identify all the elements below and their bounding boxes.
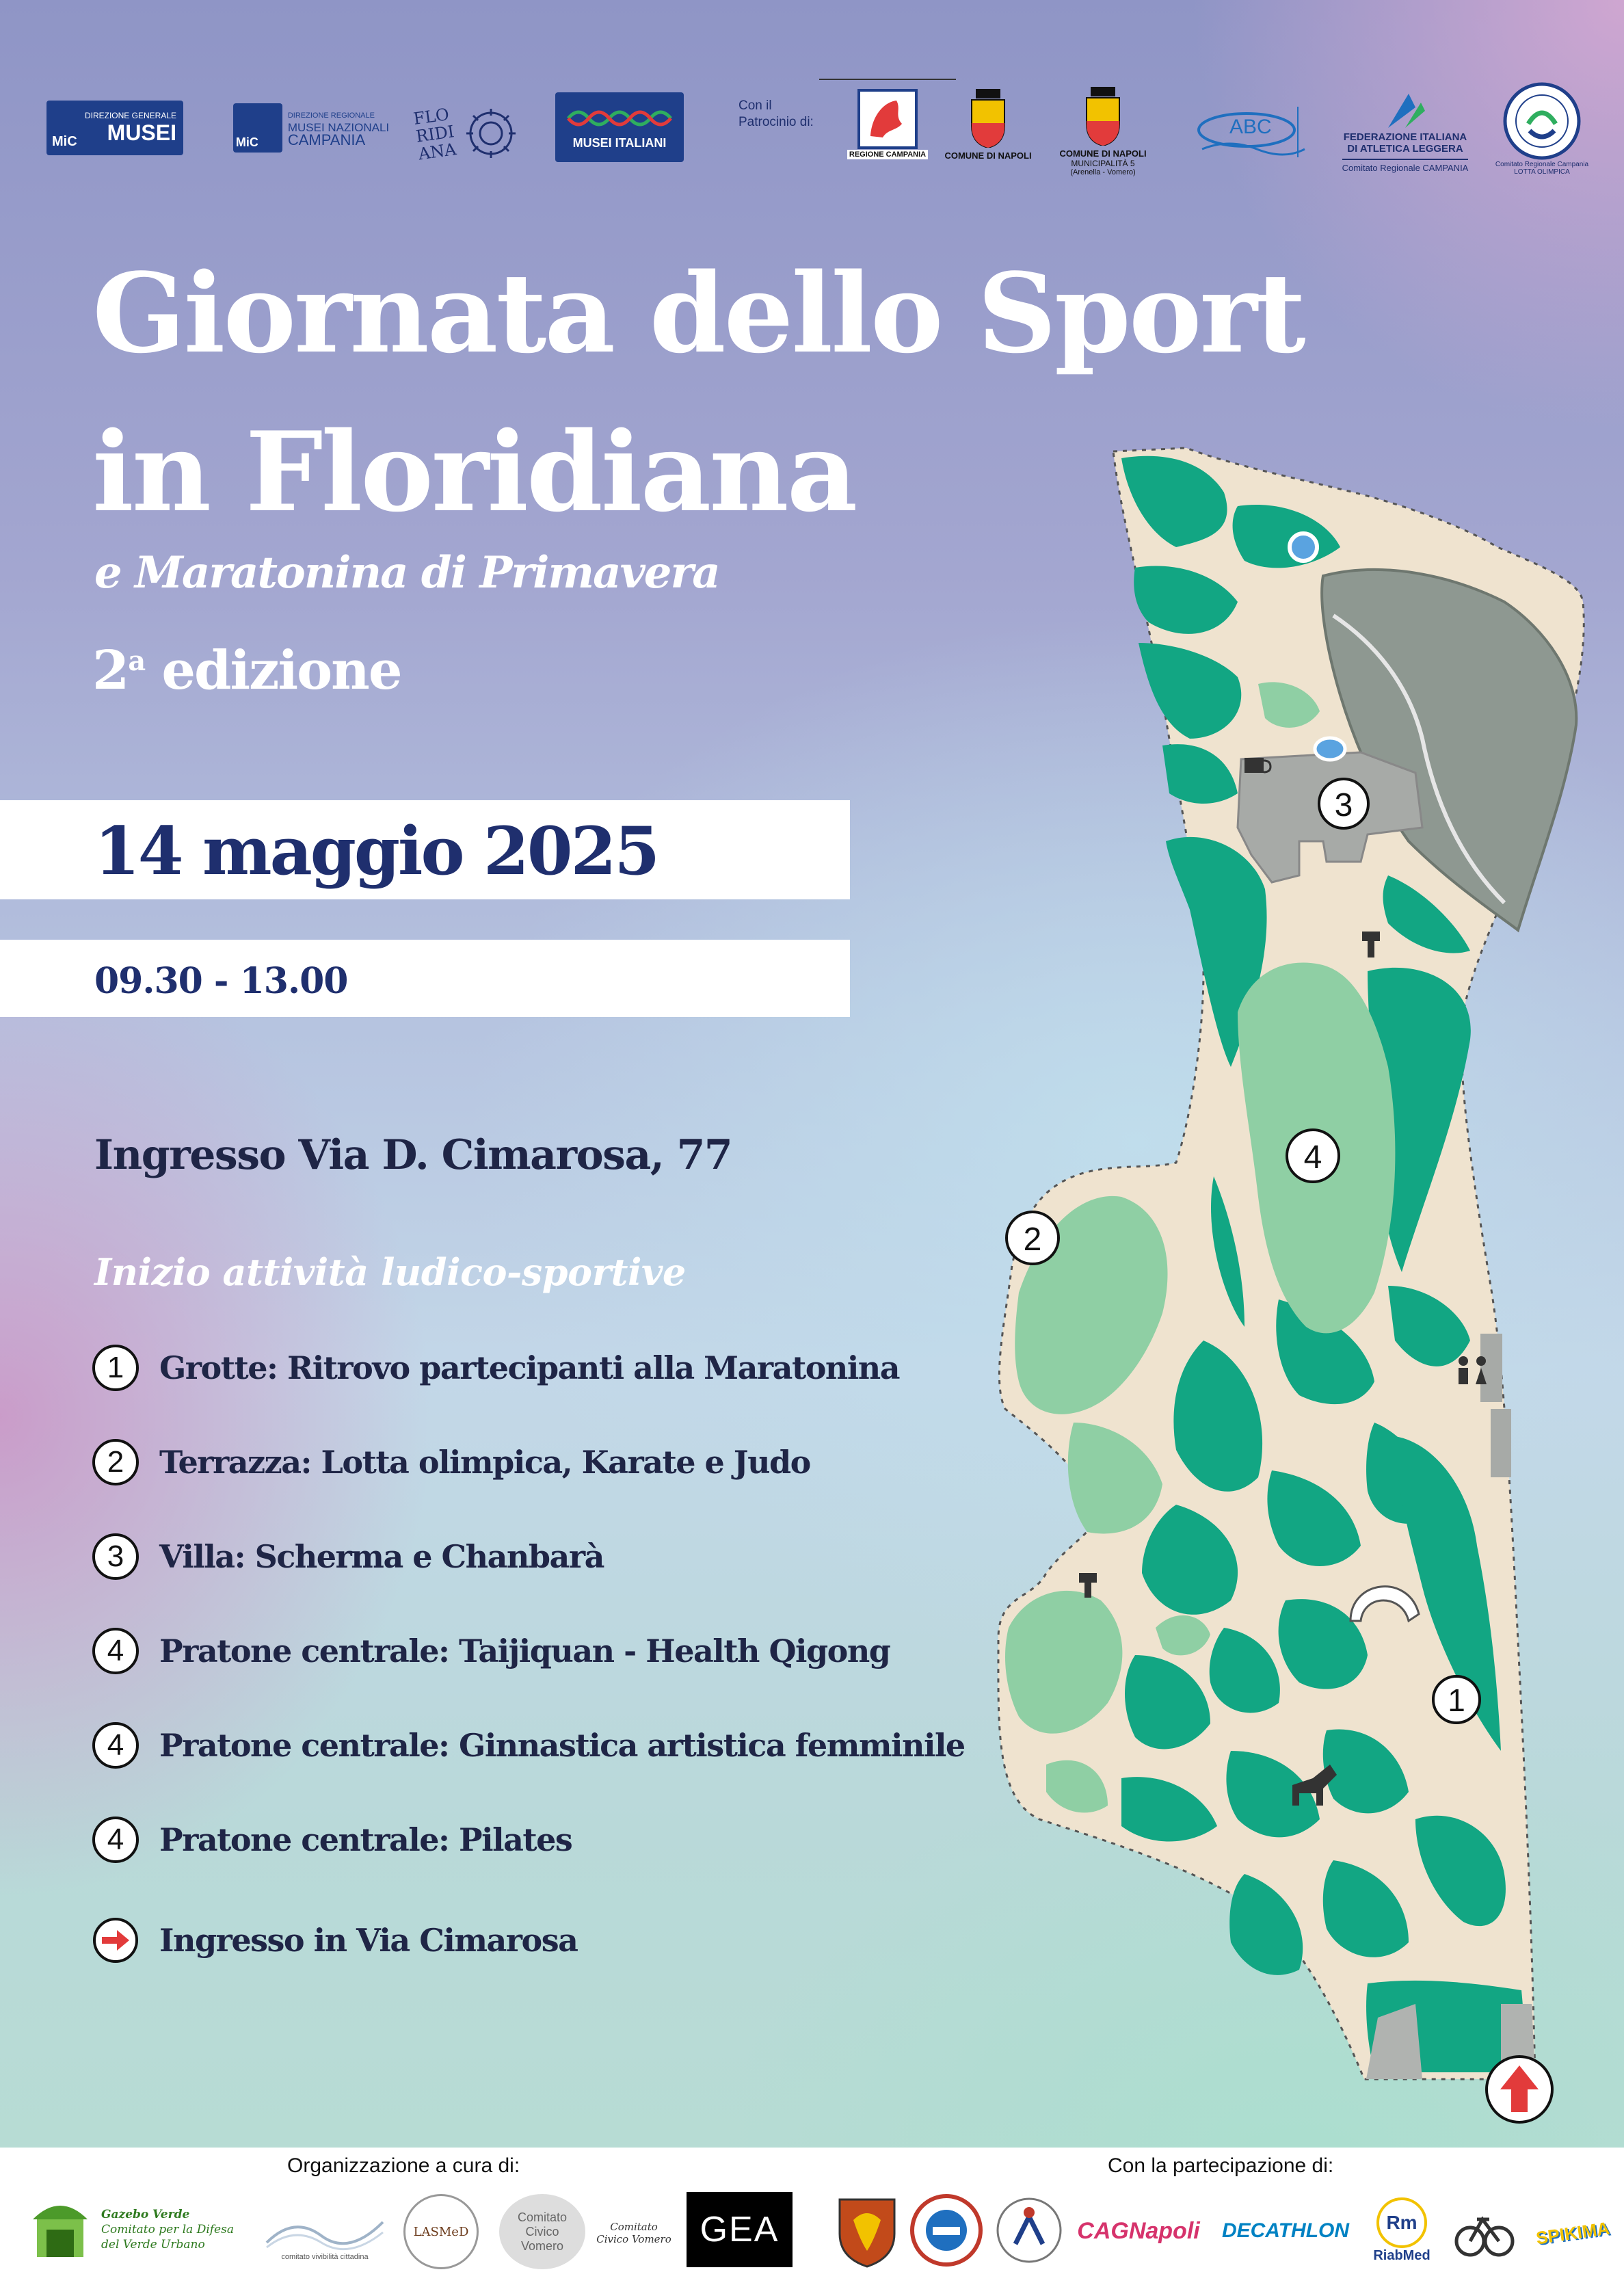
activity-item bbox=[92, 1628, 890, 1674]
club-badge-logo bbox=[906, 2190, 987, 2271]
activity-text: Grotte: Ritrovo partecipanti alla Maratonina bbox=[159, 1349, 900, 1386]
patrocinio-label: Con il Patrocinio di: bbox=[738, 98, 814, 129]
fidal-logo: FEDERAZIONE ITALIANA DI ATLETICA LEGGERA Comitato Regionale CAMPANIA bbox=[1337, 80, 1474, 183]
regione-campania-emblem-icon bbox=[857, 88, 918, 150]
park-map bbox=[985, 431, 1600, 2134]
activity-text: Pratone centrale: Pilates bbox=[159, 1821, 572, 1858]
edition-word: edizione bbox=[161, 639, 401, 702]
header-logos bbox=[0, 65, 1624, 202]
comitato-civico-vomero-text: Comitato Civico Vomero bbox=[596, 2221, 671, 2245]
map-marker-4 bbox=[1287, 1130, 1339, 1182]
map-marker-3 bbox=[1319, 779, 1368, 828]
edition-number: 2 bbox=[92, 639, 129, 702]
bicycle-emblem-icon bbox=[1450, 2199, 1518, 2267]
activity-item bbox=[92, 1533, 604, 1580]
dragon-shield-logo bbox=[834, 2190, 900, 2271]
riabmed-logo: Rm RiabMed bbox=[1368, 2190, 1436, 2271]
fidal-emblem-icon bbox=[1381, 90, 1429, 131]
fijlkam-emblem-icon bbox=[1502, 81, 1582, 161]
activity-item bbox=[92, 1722, 965, 1769]
spikima-logo: SPIKIMA bbox=[1534, 2217, 1611, 2248]
activity-text: Ingresso in Via Cimarosa bbox=[159, 1922, 578, 1959]
edition bbox=[92, 639, 401, 702]
fijlkam-logo: Comitato Regionale Campania LOTTA OLIMPICA bbox=[1491, 72, 1593, 185]
lasmed-logo: LASMeD bbox=[403, 2194, 479, 2269]
title-line-1: Giornata dello Sport bbox=[92, 249, 1304, 378]
regione-campania-logo: REGIONE CAMPANIA bbox=[819, 79, 956, 168]
martial-arts-logo bbox=[991, 2190, 1067, 2271]
event-date: 14 maggio 2025 bbox=[94, 813, 658, 890]
activity-text: Terrazza: Lotta olimpica, Karate e Judo bbox=[159, 1444, 810, 1481]
napoli-crest-icon bbox=[968, 89, 1009, 148]
marker-circle: 2 bbox=[92, 1439, 139, 1485]
svg-text:3: 3 bbox=[1334, 787, 1353, 823]
activity-item bbox=[92, 1345, 899, 1391]
map-marker-1 bbox=[1433, 1676, 1480, 1723]
svg-text:2: 2 bbox=[1023, 1221, 1042, 1258]
partecipazione-label: Con la partecipazione di: bbox=[1108, 2154, 1334, 2177]
activity-item bbox=[92, 1439, 810, 1485]
marker-circle: 1 bbox=[92, 1345, 139, 1391]
svg-text:1: 1 bbox=[1448, 1682, 1465, 1718]
entrance-arrow-icon bbox=[92, 1917, 139, 1964]
mic-musei-logo: MiC DIREZIONE GENERALE MUSEI bbox=[46, 101, 183, 155]
activity-text: Pratone centrale: Ginnastica artistica femminile bbox=[159, 1727, 965, 1764]
napoli-crest-icon-2 bbox=[1082, 87, 1123, 146]
emblem-logo bbox=[1446, 2195, 1521, 2271]
abc-logo: ABC bbox=[1188, 92, 1312, 168]
activity-item bbox=[92, 1817, 572, 1863]
title-line-2: in Floridiana bbox=[92, 408, 856, 536]
wave-icon bbox=[263, 2205, 386, 2253]
organizzazione-label: Organizzazione a cura di: bbox=[287, 2154, 520, 2177]
gazebo-icon bbox=[26, 2192, 94, 2267]
entrance-address: Ingresso Via D. Cimarosa, 77 bbox=[94, 1131, 732, 1179]
activity-item bbox=[92, 1917, 577, 1964]
map-marker-2 bbox=[1007, 1212, 1059, 1264]
dragon-shield-icon bbox=[836, 2193, 898, 2268]
comitato-civico-vomero-logo: Comitato Civico Vomero bbox=[499, 2194, 585, 2269]
mic-campania-logo: MiC DIREZIONE REGIONALE MUSEI NAZIONALI CAMPANIA bbox=[229, 101, 393, 155]
decathlon-logo: DECATHLON bbox=[1221, 2219, 1350, 2242]
subtitle: e Maratonina di Primavera bbox=[94, 547, 719, 598]
marker-circle: 3 bbox=[92, 1533, 139, 1580]
marker-circle: 4 bbox=[92, 1817, 139, 1863]
pool-icon bbox=[1290, 533, 1317, 561]
gazebo-verde-logo: Gazebo Verde Comitato per la Difesa del Verde Urbano bbox=[14, 2189, 246, 2271]
date-band bbox=[0, 800, 850, 899]
comitato-vivibilita-logo: comitato vivibilità cittadina bbox=[256, 2195, 393, 2271]
musei-italiani-logo: MUSEI ITALIANI bbox=[555, 92, 684, 162]
svg-text:4: 4 bbox=[1303, 1139, 1322, 1176]
musei-italiani-pattern-icon bbox=[565, 105, 674, 132]
activities-heading: Inizio attività ludico-sportive bbox=[94, 1250, 686, 1294]
marker-circle: 4 bbox=[92, 1628, 139, 1674]
time-band bbox=[0, 940, 850, 1017]
mic-mark: MiC bbox=[52, 134, 77, 149]
martial-arts-icon bbox=[995, 2196, 1063, 2264]
activity-text: Villa: Scherma e Chanbarà bbox=[159, 1538, 604, 1575]
club-badge-icon bbox=[909, 2193, 984, 2268]
edition-suffix: a bbox=[128, 645, 145, 677]
map-entrance-arrow-icon bbox=[1487, 2057, 1552, 2122]
marker-circle: 4 bbox=[92, 1722, 139, 1769]
cag-napoli-logo: CAGNapoli bbox=[1077, 2217, 1200, 2244]
municipalita-logo: COMUNE DI NAPOLI MUNICIPALITÀ 5 (Arenella - Vomero) bbox=[1052, 80, 1154, 183]
gea-logo: GEA bbox=[687, 2192, 793, 2267]
footer bbox=[0, 2148, 1624, 2285]
floridiana-emblem-icon bbox=[464, 106, 518, 161]
comune-napoli-logo: COMUNE DI NAPOLI bbox=[937, 80, 1039, 169]
event-time: 09.30 - 13.00 bbox=[94, 960, 348, 1002]
activity-text: Pratone centrale: Taijiquan - Health Qigong bbox=[159, 1633, 890, 1669]
floridiana-logo: FLORIDIANA bbox=[409, 85, 525, 181]
